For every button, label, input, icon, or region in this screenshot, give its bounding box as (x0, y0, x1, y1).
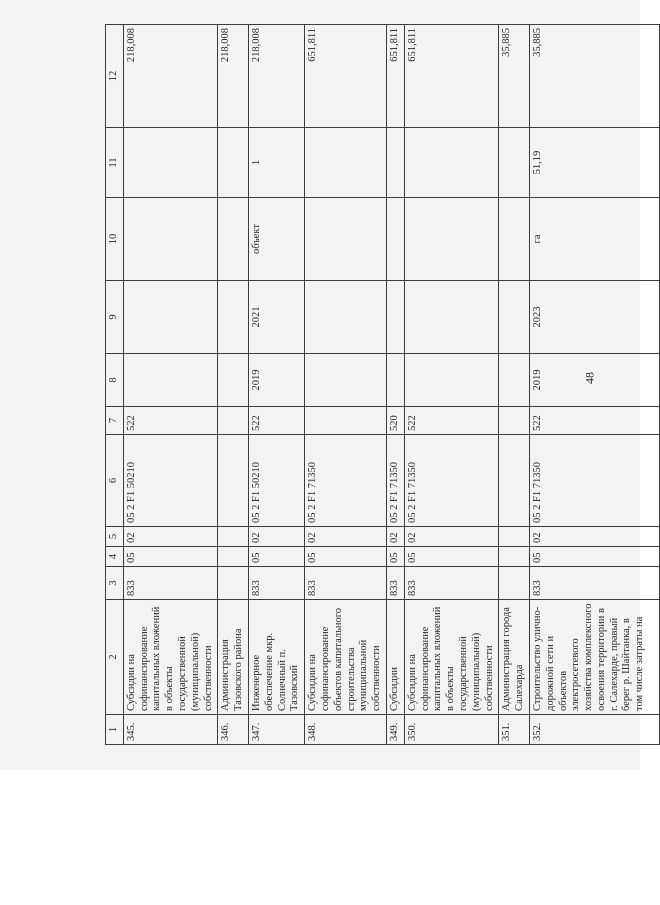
row-name: Субсидии (386, 600, 404, 715)
header-cell: 9 (106, 281, 124, 354)
cell-expense-type (305, 407, 387, 435)
cell-subsection: 02 (305, 527, 387, 547)
row-number: 351. (499, 715, 530, 745)
cell-capacity (123, 128, 218, 198)
cell-target-article: 05 2 F1 71350 (529, 435, 659, 527)
table-row (123, 25, 218, 745)
row-name: Строительство улично-дорожной сети и объектов электросетевого хозяйства комплексного освоения территории в г. Салехарде, правый берег р. Шайтанка, в том числе затраты на (529, 600, 659, 715)
cell-ministry: 833 (123, 567, 218, 600)
table-row (218, 25, 249, 745)
cell-expense-type: 520 (386, 407, 404, 435)
header-cell: 12 (106, 25, 124, 128)
cell-subsection (218, 527, 249, 547)
row-name: Субсидии на софинансирование капитальных вложений в объекты государственной (муниципальной) собственности (404, 600, 499, 715)
row-number: 348. (305, 715, 387, 745)
page-number: 48 (582, 372, 597, 384)
cell-section: 05 (123, 547, 218, 567)
table-row (386, 25, 404, 745)
cell-section: 05 (305, 547, 387, 567)
cell-ministry: 833 (404, 567, 499, 600)
cell-target-article: 05 2 F1 50210 (123, 435, 218, 527)
table-row (529, 25, 659, 745)
header-cell: 5 (106, 527, 124, 547)
header-cell: 11 (106, 128, 124, 198)
rotated-table-container (105, 25, 646, 745)
row-name: Администрация города Салехарда (499, 600, 530, 715)
cell-ministry: 833 (386, 567, 404, 600)
row-number: 352. (529, 715, 659, 745)
cell-start-year: 2019 (248, 354, 304, 407)
cell-target-article: 05 2 F1 71350 (305, 435, 387, 527)
cell-amount: 218,008 (123, 25, 218, 128)
header-cell: 3 (106, 567, 124, 600)
cell-target-article: 05 2 F1 71350 (404, 435, 499, 527)
header-cell: 7 (106, 407, 124, 435)
cell-start-year (386, 354, 404, 407)
cell-unit (218, 198, 249, 281)
cell-subsection: 02 (386, 527, 404, 547)
cell-unit (499, 198, 530, 281)
cell-unit (305, 198, 387, 281)
header-cell: 2 (106, 600, 124, 715)
cell-start-year (305, 354, 387, 407)
cell-capacity (499, 128, 530, 198)
budget-table (105, 24, 660, 745)
header-cell: 4 (106, 547, 124, 567)
cell-subsection: 02 (529, 527, 659, 547)
cell-target-article: 05 2 F1 50210 (248, 435, 304, 527)
cell-expense-type: 522 (404, 407, 499, 435)
header-cell: 8 (106, 354, 124, 407)
cell-amount: 218,008 (218, 25, 249, 128)
cell-amount: 651,811 (404, 25, 499, 128)
cell-expense-type: 522 (529, 407, 659, 435)
cell-section (499, 547, 530, 567)
cell-amount: 651,811 (305, 25, 387, 128)
row-number: 347. (248, 715, 304, 745)
cell-expense-type (218, 407, 249, 435)
cell-ministry: 833 (248, 567, 304, 600)
header-row (106, 25, 124, 745)
cell-start-year (123, 354, 218, 407)
table-row (248, 25, 304, 745)
header-cell: 6 (106, 435, 124, 527)
table-row (305, 25, 387, 745)
cell-end-year (305, 281, 387, 354)
cell-expense-type (499, 407, 530, 435)
row-number: 345. (123, 715, 218, 745)
cell-section: 05 (248, 547, 304, 567)
cell-subsection: 02 (123, 527, 218, 547)
cell-capacity (305, 128, 387, 198)
cell-end-year: 2023 (529, 281, 659, 354)
row-name: Инженерное обеспечение мкр. Солнечный п. Тазовский (248, 600, 304, 715)
cell-end-year (386, 281, 404, 354)
cell-capacity: 51,19 (529, 128, 659, 198)
cell-target-article: 05 2 F1 71350 (386, 435, 404, 527)
cell-start-year (218, 354, 249, 407)
row-number: 346. (218, 715, 249, 745)
row-name: Администрация Тазовского района (218, 600, 249, 715)
cell-expense-type: 522 (248, 407, 304, 435)
cell-amount: 35,885 (529, 25, 659, 128)
cell-end-year: 2021 (248, 281, 304, 354)
cell-section: 05 (529, 547, 659, 567)
row-name: Субсидии на софинансирование капитальных вложений в объекты государственной (муниципальной) собственности (123, 600, 218, 715)
cell-end-year (404, 281, 499, 354)
header-cell: 10 (106, 198, 124, 281)
cell-ministry: 833 (305, 567, 387, 600)
header-cell: 1 (106, 715, 124, 745)
cell-target-article (499, 435, 530, 527)
cell-capacity (386, 128, 404, 198)
cell-amount: 218,008 (248, 25, 304, 128)
cell-end-year (123, 281, 218, 354)
cell-section: 05 (386, 547, 404, 567)
cell-start-year: 2019 (529, 354, 659, 407)
cell-unit: га (529, 198, 659, 281)
cell-unit: объект (248, 198, 304, 281)
table-row (404, 25, 499, 745)
cell-target-article (218, 435, 249, 527)
table-row (499, 25, 530, 745)
cell-capacity: 1 (248, 128, 304, 198)
cell-expense-type: 522 (123, 407, 218, 435)
row-number: 350. (404, 715, 499, 745)
cell-start-year (404, 354, 499, 407)
row-number: 349. (386, 715, 404, 745)
cell-subsection: 02 (404, 527, 499, 547)
cell-amount: 651,811 (386, 25, 404, 128)
cell-section (218, 547, 249, 567)
cell-capacity (218, 128, 249, 198)
cell-ministry: 833 (529, 567, 659, 600)
row-name: Субсидии на софинансирование объектов капитального строительства муниципальной собственности (305, 600, 387, 715)
cell-end-year (218, 281, 249, 354)
cell-ministry (499, 567, 530, 600)
cell-ministry (218, 567, 249, 600)
cell-end-year (499, 281, 530, 354)
cell-start-year (499, 354, 530, 407)
cell-capacity (404, 128, 499, 198)
cell-section: 05 (404, 547, 499, 567)
cell-unit (386, 198, 404, 281)
cell-subsection: 02 (248, 527, 304, 547)
cell-unit (123, 198, 218, 281)
cell-amount: 35,885 (499, 25, 530, 128)
cell-unit (404, 198, 499, 281)
cell-subsection (499, 527, 530, 547)
